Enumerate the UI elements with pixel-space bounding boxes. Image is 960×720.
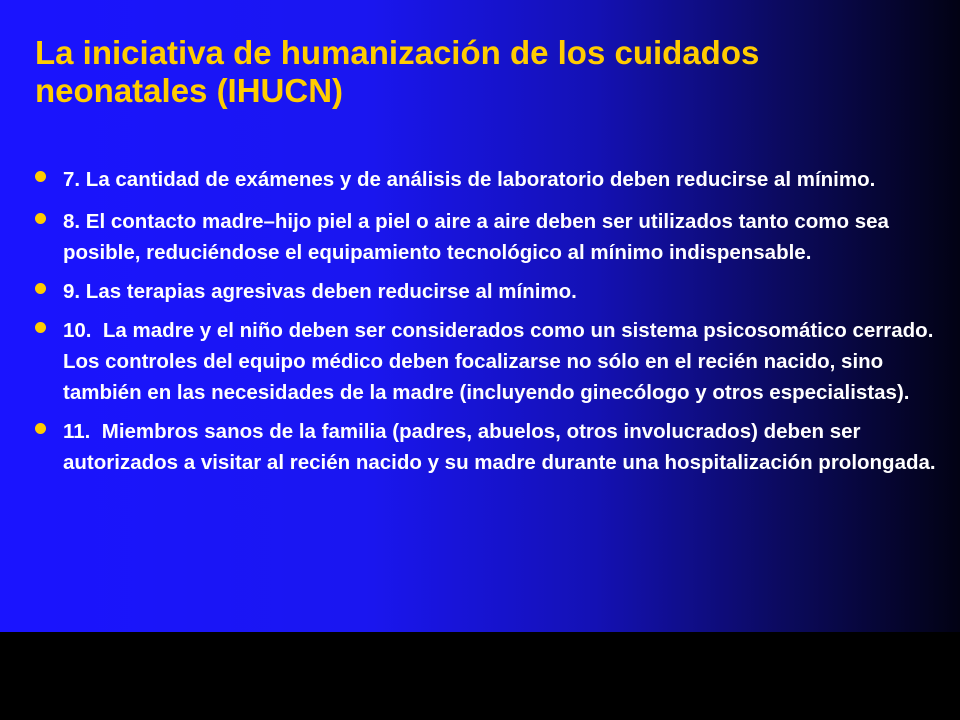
bullet-dot-icon bbox=[35, 171, 46, 182]
bullet-item-8 bbox=[35, 206, 950, 268]
bullet-item-10 bbox=[35, 315, 950, 408]
slide-title: La iniciativa de humanización de los cuidados neonatales (IHUCN) bbox=[35, 34, 760, 109]
bullet-item-9 bbox=[35, 276, 950, 307]
bullet-dot-icon bbox=[35, 213, 46, 224]
bullet-text: 8. El contacto madre–hijo piel a piel o aire a aire deben ser utilizados tanto como sea posible, reduciéndose el equipamiento tecnológico al mínimo indispensable. bbox=[63, 210, 889, 264]
bullet-text: 11. Miembros sanos de la familia (padres, abuelos, otros involucrados) deben ser autorizados a visitar al recién nacido y su madre durante una hospitalización prolongada. bbox=[63, 420, 936, 474]
bullet-dot-icon bbox=[35, 423, 46, 434]
bullet-dot-icon bbox=[35, 322, 46, 333]
bullet-dot-icon bbox=[35, 283, 46, 294]
bullet-item-11 bbox=[35, 416, 950, 478]
bullet-text: 9. Las terapias agresivas deben reducirse al mínimo. bbox=[63, 280, 577, 303]
bullet-text: 7. La cantidad de exámenes y de análisis de laboratorio deben reducirse al mínimo. bbox=[63, 168, 876, 191]
bullet-list bbox=[35, 162, 950, 478]
slide-bottom-band bbox=[0, 632, 960, 720]
bullet-text: 10. La madre y el niño deben ser considerados como un sistema psicosomático cerrado. Los controles del equipo médico deben focalizarse no sólo en el recién nacido, sino también en las necesidades de la madre (incluyendo ginecólogo y otros especialistas). bbox=[63, 319, 934, 404]
bullet-item-7 bbox=[35, 162, 950, 198]
